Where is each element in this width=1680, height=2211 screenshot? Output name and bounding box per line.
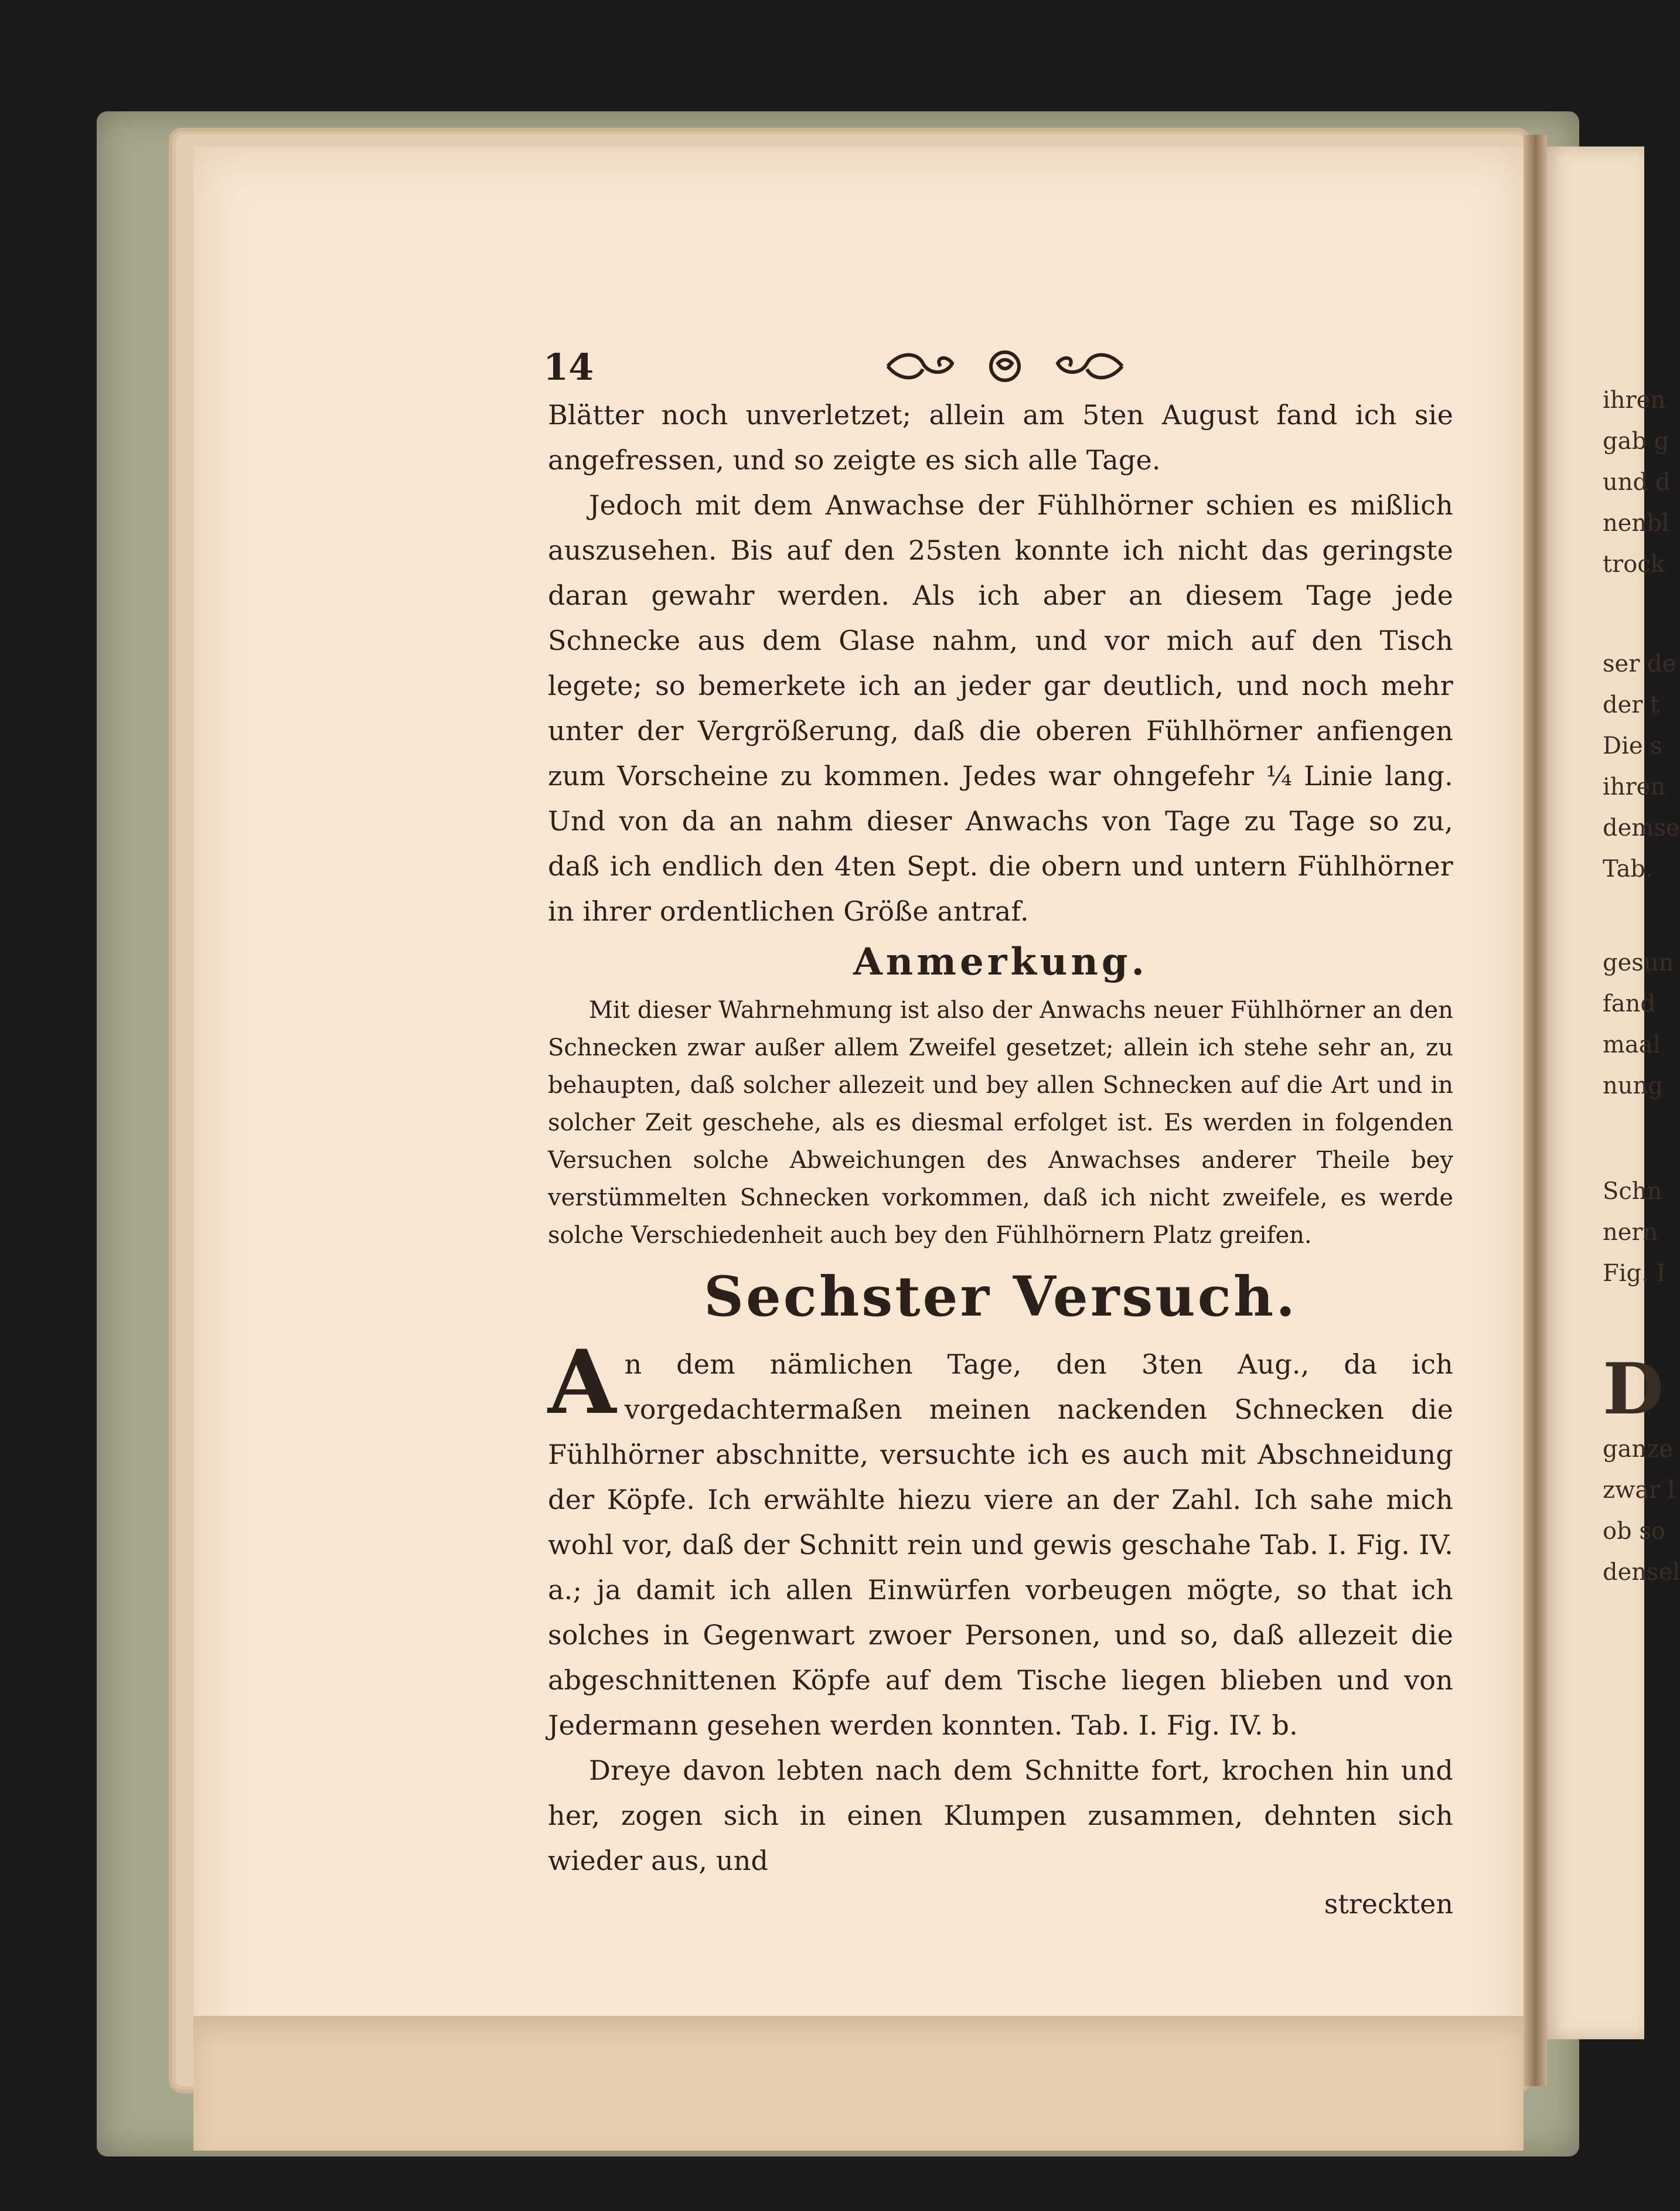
adjacent-fragment: gab g xyxy=(1603,428,1669,455)
adjacent-fragment: demse xyxy=(1603,815,1680,842)
adjacent-fragment: Die s xyxy=(1603,733,1662,759)
adjacent-page xyxy=(1547,147,1680,2039)
paragraph: Jedoch mit dem Anwachse der Fühlhörner schien es mißlich auszusehen. Bis auf den 25sten konnte ich nicht das geringste daran gewahr werden. Als ich aber an diesem Tage jede Schnecke aus dem Glase nahm, und vor mich auf den Tisch legete; so bemerkete ich an jeder gar deutlich, und noch mehr unter der Vergrößerung, daß die oberen Fühlhörner anfiengen zum Vorscheine zu kommen. Jedes war ohngefehr ¼ Linie lang. Und von da an nahm dieser Anwachs von Tage zu Tage so zu, daß ich endlich den 4ten Sept. die obern und untern Fühlhörner in ihrer ordentlichen Größe antraf. xyxy=(548,489,1453,927)
adjacent-fragment: ihren xyxy=(1603,387,1666,414)
running-header xyxy=(543,346,1453,393)
adjacent-fragment: und d xyxy=(1603,469,1671,496)
adjacent-fragment: nung xyxy=(1603,1072,1663,1099)
catchword: streckten xyxy=(1324,1888,1453,1920)
page-number: 14 xyxy=(543,346,594,389)
adjacent-fragment: gesun xyxy=(1603,949,1674,976)
section-paragraph xyxy=(548,1331,1453,1748)
body-text xyxy=(548,393,1453,934)
adjacent-fragment: ganze xyxy=(1603,1436,1673,1463)
paragraph: Dreye davon lebten nach dem Schnitte fort, krochen hin und her, zogen sich in einen Klumpen zusammen, dehnten sich wieder aus, und xyxy=(548,1755,1453,1876)
header-ornament-icon xyxy=(876,346,1134,387)
adjacent-fragment: ser de xyxy=(1603,650,1676,677)
section-paragraph-text: n dem nämlichen Tage, den 3ten Aug., da ich vorgedachtermaßen meinen nackenden Schnecken die Fühlhörner abschnitte, versuchte ich es auch mit Abschneidung der Köpfe. Ich erwählte hiezu viere an der Zahl. Ich sahe mich wohl vor, daß der Schnitt rein und gewis geschahe Tab. I. Fig. IV. a.; ja damit ich allen Einwürfen vorbeugen mögte, so that ich solches in Gegenwart zwoer Personen, und so, daß allezeit die abgeschnittenen Köpfe auf dem Tische liegen blieben und von Jedermann gesehen werden konnten. Tab. I. Fig. IV. b. xyxy=(548,1348,1453,1741)
adjacent-fragment: Fig. I xyxy=(1603,1260,1666,1287)
adjacent-fragment: trock xyxy=(1603,551,1665,578)
adjacent-fragment: Tab. xyxy=(1603,856,1653,883)
drop-cap: A xyxy=(548,1331,616,1434)
adjacent-fragment: der t xyxy=(1603,691,1660,718)
adjacent-fragment: nern xyxy=(1603,1219,1658,1246)
adjacent-fragment: nenbl xyxy=(1603,510,1669,537)
note-text: Mit dieser Wahrnehmung ist also der Anwachs neuer Fühlhörner an den Schnecken zwar außer allem Zweifel gesetzet; allein ich stehe sehr an, zu behaupten, daß solcher allezeit und bey allen Schnecken auf die Art und in solcher Zeit geschehe, als es diesmal erfolget ist. Es werden in folgenden Versuchen solche Abweichungen des Anwachses anderer Theile bey verstümmelten Schnecken vorkommen, daß ich nicht zweifele, es werde solche Verschiedenheit auch bey den Fühlhörnern Platz greifen. xyxy=(548,997,1453,1249)
note-block xyxy=(548,992,1453,1254)
adjacent-fragment: ihren xyxy=(1603,774,1666,800)
adjacent-fragment: densel xyxy=(1603,1559,1680,1586)
page-content xyxy=(543,346,1453,1924)
note-heading: Anmerkung. xyxy=(853,940,1148,984)
book-gutter xyxy=(1524,135,1547,2086)
adjacent-fragment: zwar l xyxy=(1603,1477,1675,1504)
adjacent-fragment: Schn xyxy=(1603,1178,1662,1205)
section-body xyxy=(548,1331,1453,1883)
paragraph: Blätter noch unverletzet; allein am 5ten August fand ich sie angefressen, und so zeigte es sich alle Tage. xyxy=(548,399,1453,476)
section-heading: Sechster Versuch. xyxy=(704,1265,1297,1329)
adjacent-fragment: fand xyxy=(1603,990,1656,1017)
adjacent-fragment: maal xyxy=(1603,1031,1661,1058)
page-bottom-margin xyxy=(193,2016,1524,2151)
adjacent-fragment: D xyxy=(1603,1348,1664,1430)
adjacent-fragment: ob so xyxy=(1603,1518,1666,1545)
